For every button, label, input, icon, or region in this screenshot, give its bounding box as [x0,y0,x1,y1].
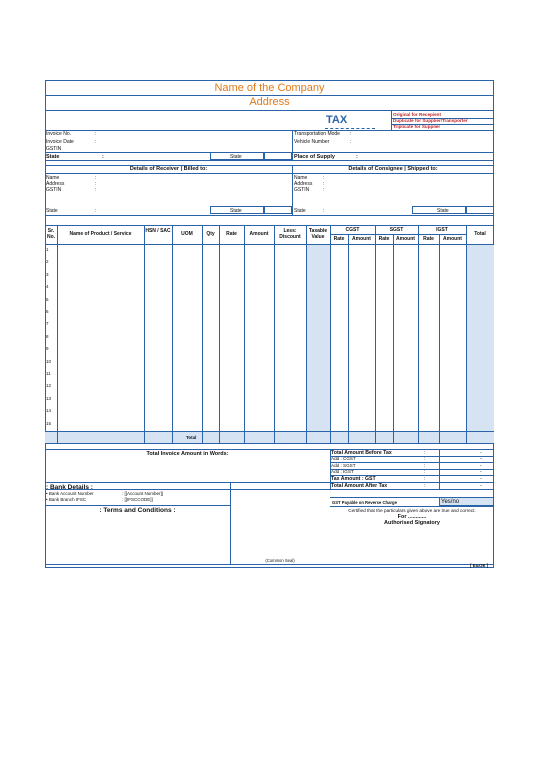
receiver-state-code-box [264,206,292,214]
vehicle-number-label: Vehicle Number [294,138,330,145]
for-label: For ............ [397,513,427,520]
summary-label: Add : IGST [331,469,354,475]
col-rate: Rate [226,231,237,237]
receiver-state-box-label: State [230,207,242,214]
col-hsn: HSN / SAC [145,228,171,234]
summary-sep: : [424,482,426,489]
consignee-gstin-sep: : [323,187,325,193]
signatory-label: Authorised Signatory [384,520,440,526]
summary-value-divider [439,449,440,489]
summary-value: - [480,456,482,463]
summary-value: - [480,462,482,469]
transport-mode-label: Transportation Mode [294,131,340,137]
invoice-header [45,80,494,114]
sgst-amount: Amount [396,235,415,242]
receiver-name-sep: : [95,175,97,181]
copy-original: Original for Recepient [393,111,441,117]
col-taxable: Taxable Value [308,228,328,240]
consignee-state-label: State [294,208,306,214]
bank-ifsc-label: • Bank Branch IFSC [46,496,87,502]
row-number: 14 [46,408,52,414]
consignee-address-sep: : [323,181,325,187]
row-number: 9 [46,346,49,352]
consignee-state-box-label: State [437,207,449,214]
consignee-state-code-box [466,206,494,214]
state-sep: : [102,153,104,160]
col-discount: Less: Discount [279,228,301,240]
row-number: 10 [46,358,52,364]
company-address: Address [249,96,290,108]
row-number: 2 [46,259,49,265]
row-number: 7 [46,321,49,327]
state-code-box [264,152,292,160]
col-amount: Amount [249,231,269,237]
row-number: 4 [46,284,49,290]
tax-title: TAX [326,114,348,126]
row-number: 8 [46,333,49,339]
invoice-date-label: Invoice Date [46,138,74,145]
col-igst: IGST [436,226,448,233]
company-name: Name of the Company [214,82,325,94]
row-number: 12 [46,383,52,389]
place-of-supply-sep: : [356,153,358,160]
summary-label: Tax Amount : GST [331,475,376,482]
tax-title-underline [325,128,375,129]
bank-account-label: • Bank Account Number [46,491,94,496]
state-box-label: State [230,153,242,160]
summary-label: Total Amount After Tax [331,482,388,489]
reverse-charge-label: GST Payable on Reverse Charge [332,499,397,505]
igst-rate: Rate [423,235,434,242]
consignee-name-label: Name [294,175,308,181]
summary-sep: : [424,475,426,482]
summary-value: - [480,449,482,456]
transport-mode-sep: : [350,131,352,137]
row-number: 15 [46,420,52,426]
cgst-rate: Rate [333,235,345,242]
summary-sep: : [424,469,426,476]
col-uom: UOM [181,231,193,237]
summary-sep: : [424,462,426,469]
col-total: Total [474,231,486,237]
consignee-state-sep: : [323,208,325,214]
invoice-no-label: Invoice No. [46,131,72,137]
total-row-fill [45,431,494,443]
vehicle-number-sep: : [350,138,352,145]
taxable-col-fill [306,244,330,431]
place-of-supply-label: Place of Supply [294,153,335,160]
igst-amount: Amount [443,235,462,242]
col-cgst: CGST [345,226,360,233]
summary-row-divider [330,469,494,470]
state-label: State [46,153,60,160]
bank-title: : Bank Details : [46,484,93,491]
col-sgst: SGST [389,226,404,233]
summary-label: Add : CGST [331,456,356,462]
col-qty: Qty [206,231,215,237]
col-product: Name of Product / Service [69,231,132,237]
summary-label: Add : SGST [331,462,356,468]
copy-duplicate: Duplicate for Supplier/Transporter [393,117,468,123]
summary-value: - [480,469,482,476]
row-number: 6 [46,309,49,314]
row-number: 3 [46,271,49,277]
summary-label: Total Amount Before Tax [331,449,392,456]
reverse-charge-value: Yes/no [441,498,460,505]
summary-value: - [480,475,482,482]
total-row-label: Total [186,435,197,440]
receiver-gstin-sep: : [95,187,97,193]
copy-triplicate: Triplicate for Supplier [393,123,441,129]
certified-text: Certified that the particulars given above are true and correct. [348,507,476,513]
sgst-rate: Rate [378,235,390,242]
receiver-name-label: Name [46,175,60,181]
row-number: 13 [46,395,52,401]
row-number: 5 [46,296,49,302]
gstin-label: GSTIN [46,146,62,152]
summary-value: - [480,482,482,489]
consignee-address-label: Address [294,181,313,187]
receiver-address-label: Address [46,181,65,187]
consignee-name-sep: : [323,175,325,181]
row-number: 1 [46,247,49,252]
bank-account-value: : [[Account Number]] [122,491,164,496]
common-seal-label: (Common Seal) [265,557,295,563]
terms-title: : Terms and Conditions : [99,507,176,514]
cgst-amount: Amount [352,235,371,242]
eoe-label: [ E&OE ] [470,563,489,568]
invoice-date-sep: : [95,138,97,145]
consignee-title: Details of Consignee | Shipped to: [348,166,438,172]
col-sn: Sr. No. [46,228,56,240]
receiver-gstin-label: GSTIN [46,187,62,193]
receiver-state-sep: : [95,208,97,214]
invoice-no-sep: : [95,131,97,137]
words-label: Total Invoice Amount in Words: [146,450,229,457]
summary-sep: : [424,449,426,456]
receiver-address-sep: : [95,181,97,187]
consignee-gstin-label: GSTIN [294,187,310,193]
summary-sep: : [424,456,426,463]
total-col-fill [466,244,494,431]
row-number: 11 [46,371,51,376]
receiver-title: Details of Receiver | Billed to: [129,166,208,172]
receiver-state-label: State [46,208,58,214]
bank-ifsc-value: : [[IFSCCODE]] [122,496,153,502]
